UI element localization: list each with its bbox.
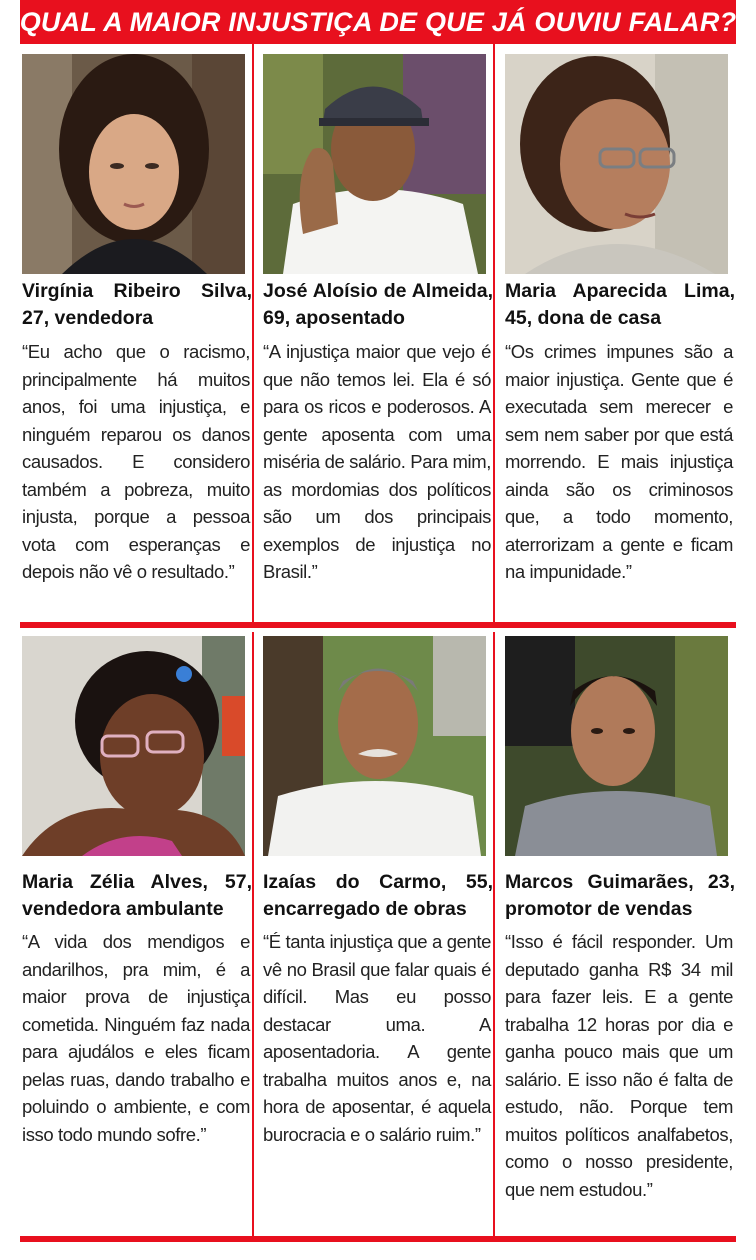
interviewee-name: Maria Zélia Alves, 57, vendedora ambulante [22,871,252,920]
interviewee-name: José Aloísio de Almeida, 69, aposentado [263,280,493,329]
row-divider [20,622,736,628]
row-divider [20,1236,736,1242]
portrait-photo [263,54,486,274]
interviewee-quote: “Os crimes impunes são a maior injustiça. Gente que é executada sem merecer e sem nem saber por que está morrendo. E mais injustiça ainda são os criminosos que, a todo momento, aterrorizam a gente e ficam na impunidade.” [505,341,733,582]
interviewee-name: Marcos Guimarães, 23, promotor de vendas [505,871,735,920]
portrait-older-man-cap-icon [263,54,486,274]
column-divider [252,44,254,624]
column-divider [252,632,254,1236]
column-divider [493,44,495,624]
portrait-man-mustache-icon [263,636,486,856]
interviewee-quote: “Eu acho que o racismo, principalmente há muitos anos, foi uma injustiça, e ninguém reparou os danos causados. E considero também a pobreza, muito injusta, porque a pessoa vota com esperanças e depois não vê o resultado.” [22,341,250,582]
headline-banner [20,0,736,44]
column-divider [493,632,495,1236]
interviewee-quote: “A injustiça maior que vejo é que não temos lei. Ela é só para os ricos e poderosos. A gente aposenta com uma miséria de salário. Para mim, as mordomias dos políticos são um dos principais exemplos de injustiça no Brasil.” [263,341,491,582]
interviewee-quote: “Isso é fácil responder. Um deputado ganha R$ 34 mil para fazer leis. E a gente trabalha 12 horas por dia e ganha pouco mais que um salário. E isso não é falta de estudo, não. Porque tem muitos políticos analfabetos, como o nosso presidente, que nem estudou.” [505,931,733,1200]
headline-title: QUAL A MAIOR INJUSTIÇA DE QUE JÁ OUVIU FALAR? [19,6,737,37]
interviewee-name: Izaías do Carmo, 55, encarregado de obras [263,871,493,920]
portrait-young-man-icon [505,636,728,856]
portrait-photo [505,636,728,856]
interviewee-quote: “É tanta injustiça que a gente vê no Brasil que falar quais é difícil. Mas eu posso destacar uma. A aposentadoria. A gente trabalha muitos anos e, na hora de aposentar, é aquela burocracia e o salário ruim.” [263,931,491,1145]
portrait-young-woman-icon [22,54,245,274]
interviewee-name: Maria Aparecida Lima, 45, dona de casa [505,280,735,329]
portrait-photo [22,54,245,274]
portrait-woman-glasses-hairclip-icon [22,636,245,856]
portrait-photo [22,636,245,856]
portrait-photo [505,54,728,274]
interviewee-name: Virgínia Ribeiro Silva, 27, vendedora [22,280,252,329]
interviewee-quote: “A vida dos mendigos e andarilhos, pra mim, é a maior prova de injustiça cometida. Ninguém faz nada para ajudálos e eles ficam pelas ruas, dando trabalho e poluindo o ambiente, e com isso todo mundo sofre.” [22,931,250,1145]
portrait-woman-glasses-icon [505,54,728,274]
portrait-photo [263,636,486,856]
